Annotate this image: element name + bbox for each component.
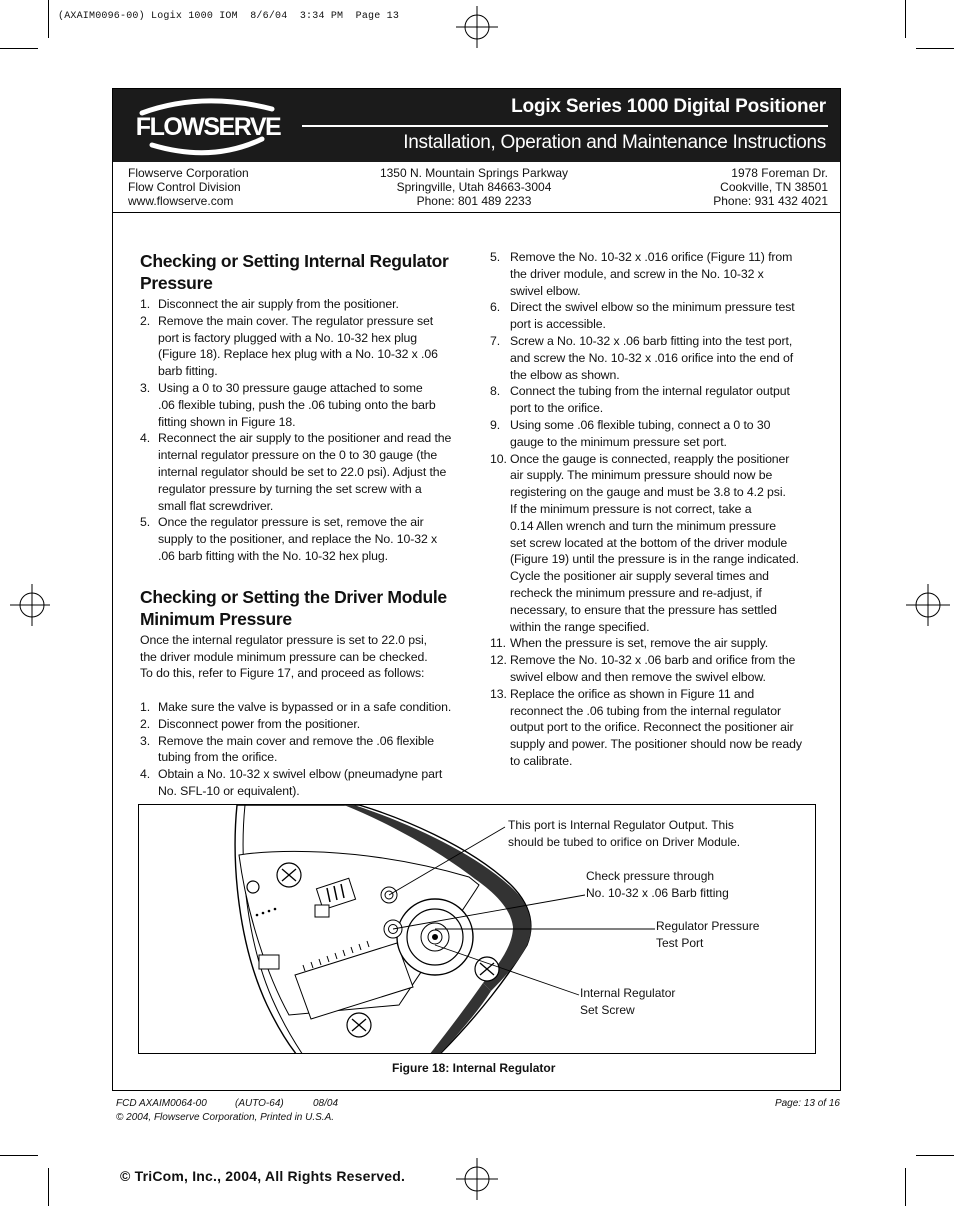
crop-mark <box>0 1155 38 1156</box>
logo-text: FLOWSERVE <box>135 113 281 141</box>
step-line: the elbow as shown. <box>510 367 620 382</box>
figure-18-box <box>138 804 816 1054</box>
callout-line: Check pressure through <box>586 869 715 883</box>
callout-regulator-output <box>508 817 740 850</box>
callout-line: No. 10-32 x .06 Barb fitting <box>586 885 729 900</box>
crop-mark <box>905 1168 906 1206</box>
step-item <box>490 299 820 333</box>
step-line: small flat screwdriver. <box>158 498 274 513</box>
slug-line: (AXAIM0096-00) Logix 1000 IOM 8/6/04 3:34 PM Page 13 <box>58 11 400 22</box>
heading-line: Minimum Pressure <box>140 608 292 629</box>
crop-mark <box>48 0 49 38</box>
step-line: No. SFL-10 or equivalent). <box>158 783 300 798</box>
step-line: and screw the No. 10-32 x .016 orifice into the end of <box>510 350 794 365</box>
registration-mark-icon <box>456 6 498 48</box>
step-line: Once the gauge is connected, reapply the positioner <box>510 451 790 466</box>
step-line: (Figure 19) until the pressure is in the range indicated. <box>510 552 799 567</box>
step-number: 6. <box>490 300 501 315</box>
step-line: air supply. The minimum pressure should now be <box>510 468 773 483</box>
step-line: internal regulator should be set to 22.0 psi). Adjust the <box>158 464 447 479</box>
intro-line: the driver module minimum pressure can be checked. <box>140 649 428 664</box>
step-line: set screw located at the bottom of the driver module <box>510 535 788 550</box>
registration-mark-icon <box>906 584 950 626</box>
callout-line: Internal Regulator <box>580 986 676 1000</box>
step-line: Remove the No. 10-32 x .016 orifice (Figure 11) from <box>510 250 793 264</box>
address-line: Cookville, TN 38501 <box>720 180 828 194</box>
address-center <box>354 166 594 208</box>
step-line: Using some .06 flexible tubing, connect a 0 to 30 <box>510 417 771 432</box>
step-list <box>140 296 470 565</box>
footer-auto: (AUTO-64) <box>235 1098 284 1109</box>
step-number: 3. <box>140 380 151 395</box>
step-item <box>490 451 820 636</box>
callout-line: This port is Internal Regulator Output. This <box>508 818 734 832</box>
step-line: Replace the orifice as shown in Figure 11 and <box>510 686 755 701</box>
step-line: Obtain a No. 10-32 x swivel elbow (pneumadyne part <box>158 767 443 782</box>
step-number: 2. <box>140 716 151 731</box>
step-number: 4. <box>140 767 151 782</box>
step-line: When the pressure is set, remove the air supply. <box>510 636 769 651</box>
address-line: www.flowserve.com <box>128 194 234 208</box>
footer-copyright: © 2004, Flowserve Corporation, Printed in U.S.A. <box>116 1112 335 1123</box>
step-line: port is factory plugged with a No. 10-32 hex plug <box>158 330 417 345</box>
step-item <box>140 733 470 767</box>
address-line: Flowserve Corporation <box>128 166 249 180</box>
column-left <box>140 250 470 800</box>
step-line: Remove the main cover and remove the .06 flexible <box>158 733 435 748</box>
callout-set-screw <box>580 985 675 1018</box>
figure-caption: Figure 18: Internal Regulator <box>392 1061 556 1075</box>
step-line: Disconnect power from the positioner. <box>158 716 361 731</box>
step-line: swivel elbow and then remove the swivel elbow. <box>510 669 766 684</box>
step-line: Reconnect the air supply to the positioner and read the <box>158 431 452 446</box>
step-item <box>140 699 470 716</box>
flowserve-logo <box>122 95 294 157</box>
step-number: 7. <box>490 333 501 348</box>
step-item <box>140 514 470 564</box>
section-heading <box>140 250 470 294</box>
step-number: 5. <box>140 515 151 530</box>
step-line: gauge to the minimum pressure set port. <box>510 434 727 449</box>
section-heading <box>140 586 470 630</box>
address-line: Phone: 801 489 2233 <box>416 194 532 208</box>
section-intro <box>140 632 470 682</box>
step-line: internal regulator pressure on the 0 to 30 gauge (the <box>158 448 438 463</box>
step-line: Remove the No. 10-32 x .06 barb and orifice from the <box>510 653 796 668</box>
heading-line: Pressure <box>140 273 213 293</box>
step-line: Connect the tubing from the internal regulator output <box>510 384 790 399</box>
address-line: Springville, Utah 84663-3004 <box>396 180 552 194</box>
step-line: supply and power. The positioner should now be ready <box>510 737 802 752</box>
tricom-copyright: © TriCom, Inc., 2004, All Rights Reserved. <box>120 1168 406 1184</box>
step-number: 2. <box>140 313 151 328</box>
step-number: 12. <box>490 653 507 668</box>
step-line: Screw a No. 10-32 x .06 barb fitting into the test port, <box>510 333 793 348</box>
crop-mark <box>916 1155 954 1156</box>
step-line: swivel elbow. <box>510 283 581 298</box>
step-number: 11. <box>490 636 506 651</box>
callout-test-port <box>656 918 759 951</box>
step-line: barb fitting. <box>158 364 218 379</box>
step-number: 3. <box>140 733 151 748</box>
step-item <box>140 380 470 430</box>
intro-line: Once the internal regulator pressure is set to 22.0 psi, <box>140 632 427 647</box>
address-divider <box>113 212 840 213</box>
step-number: 10. <box>490 451 507 466</box>
step-number: 1. <box>140 297 151 311</box>
crop-mark <box>0 48 38 49</box>
step-line: within the range specified. <box>510 619 650 634</box>
step-number: 5. <box>490 250 501 264</box>
step-item <box>490 686 820 770</box>
step-number: 4. <box>140 431 151 446</box>
callout-line: Set Screw <box>580 1002 635 1017</box>
step-number: 8. <box>490 384 501 399</box>
title-rule <box>302 125 828 127</box>
crop-mark <box>916 48 954 49</box>
step-line: recheck the minimum pressure and re-adjust, if <box>510 585 762 600</box>
step-line: (Figure 18). Replace hex plug with a No. 10-32 x .06 <box>158 347 438 362</box>
step-number: 1. <box>140 699 151 714</box>
step-line: supply to the positioner, and replace the No. 10-32 x <box>158 532 438 547</box>
callout-line: Test Port <box>656 935 704 950</box>
step-list <box>490 249 820 770</box>
step-item <box>490 635 820 652</box>
step-line: 0.14 Allen wrench and turn the minimum pressure <box>510 518 776 533</box>
step-line: fitting shown in Figure 18. <box>158 414 296 429</box>
step-line: If the minimum pressure is not correct, take a <box>510 501 752 516</box>
document-subtitle: Installation, Operation and Maintenance Instructions <box>403 132 826 153</box>
footer-doc-code: FCD AXAIM0064-00 <box>116 1098 207 1109</box>
step-item <box>140 716 470 733</box>
step-line: necessary, to ensure that the pressure has settled <box>510 602 777 617</box>
callout-check-pressure <box>586 868 729 901</box>
step-item <box>490 383 820 417</box>
step-line: Direct the swivel elbow so the minimum pressure test <box>510 300 795 315</box>
footer-date: 08/04 <box>313 1098 339 1109</box>
page-number: Page: 13 of 16 <box>774 1098 840 1109</box>
address-line: 1978 Foreman Dr. <box>731 166 828 180</box>
step-item <box>490 333 820 383</box>
step-item <box>490 652 820 686</box>
document-title: Logix Series 1000 Digital Positioner <box>511 96 826 117</box>
address-line: Phone: 931 432 4021 <box>713 194 828 208</box>
step-line: tubing from the orifice. <box>158 750 278 765</box>
step-line: Make sure the valve is bypassed or in a safe condition. <box>158 699 452 714</box>
step-line: port to the orifice. <box>510 401 604 416</box>
registration-mark-icon <box>10 584 50 626</box>
step-line: Using a 0 to 30 pressure gauge attached to some <box>158 380 423 395</box>
address-line: 1350 N. Mountain Springs Parkway <box>379 166 569 180</box>
step-line: reconnect the .06 tubing from the internal regulator <box>510 703 781 718</box>
step-line: to calibrate. <box>510 753 573 768</box>
step-item <box>490 417 820 451</box>
address-line: Flow Control Division <box>128 180 241 194</box>
intro-line: To do this, refer to Figure 17, and proceed as follows: <box>140 666 425 681</box>
callout-line: should be tubed to orifice on Driver Module. <box>508 834 741 849</box>
crop-mark <box>48 1168 49 1206</box>
step-number: 9. <box>490 417 501 432</box>
step-item <box>140 430 470 514</box>
step-line: regulator pressure by turning the set screw with a <box>158 481 422 496</box>
step-line: the driver module, and screw in the No. 10-32 x <box>510 266 764 281</box>
step-line: port is accessible. <box>510 317 606 332</box>
step-line: .06 barb fitting with the No. 10-32 hex plug. <box>158 548 388 563</box>
step-line: Once the regulator pressure is set, remove the air <box>158 515 424 530</box>
step-line: Remove the main cover. The regulator pressure set <box>158 313 434 328</box>
step-item <box>140 766 470 800</box>
step-line: Disconnect the air supply from the positioner. <box>158 297 399 311</box>
crop-mark <box>905 0 906 38</box>
heading-line: Checking or Setting Internal Regulator <box>140 251 449 271</box>
step-item <box>140 313 470 380</box>
step-list <box>140 699 470 800</box>
step-item <box>490 249 820 299</box>
step-number: 13. <box>490 686 507 701</box>
address-right <box>588 166 828 208</box>
address-left <box>128 166 368 208</box>
step-line: .06 flexible tubing, push the .06 tubing onto the barb <box>158 397 436 412</box>
column-right <box>490 249 820 770</box>
step-line: Cycle the positioner air supply several times and <box>510 569 769 584</box>
callout-line: Regulator Pressure <box>656 919 760 933</box>
step-line: output port to the orifice. Reconnect the positioner air <box>510 720 794 735</box>
heading-line: Checking or Setting the Driver Module <box>140 586 447 607</box>
step-line: registering on the gauge and must be 3.8 to 4.2 psi. <box>510 485 786 500</box>
registration-mark-icon <box>456 1158 498 1200</box>
step-item <box>140 296 470 313</box>
